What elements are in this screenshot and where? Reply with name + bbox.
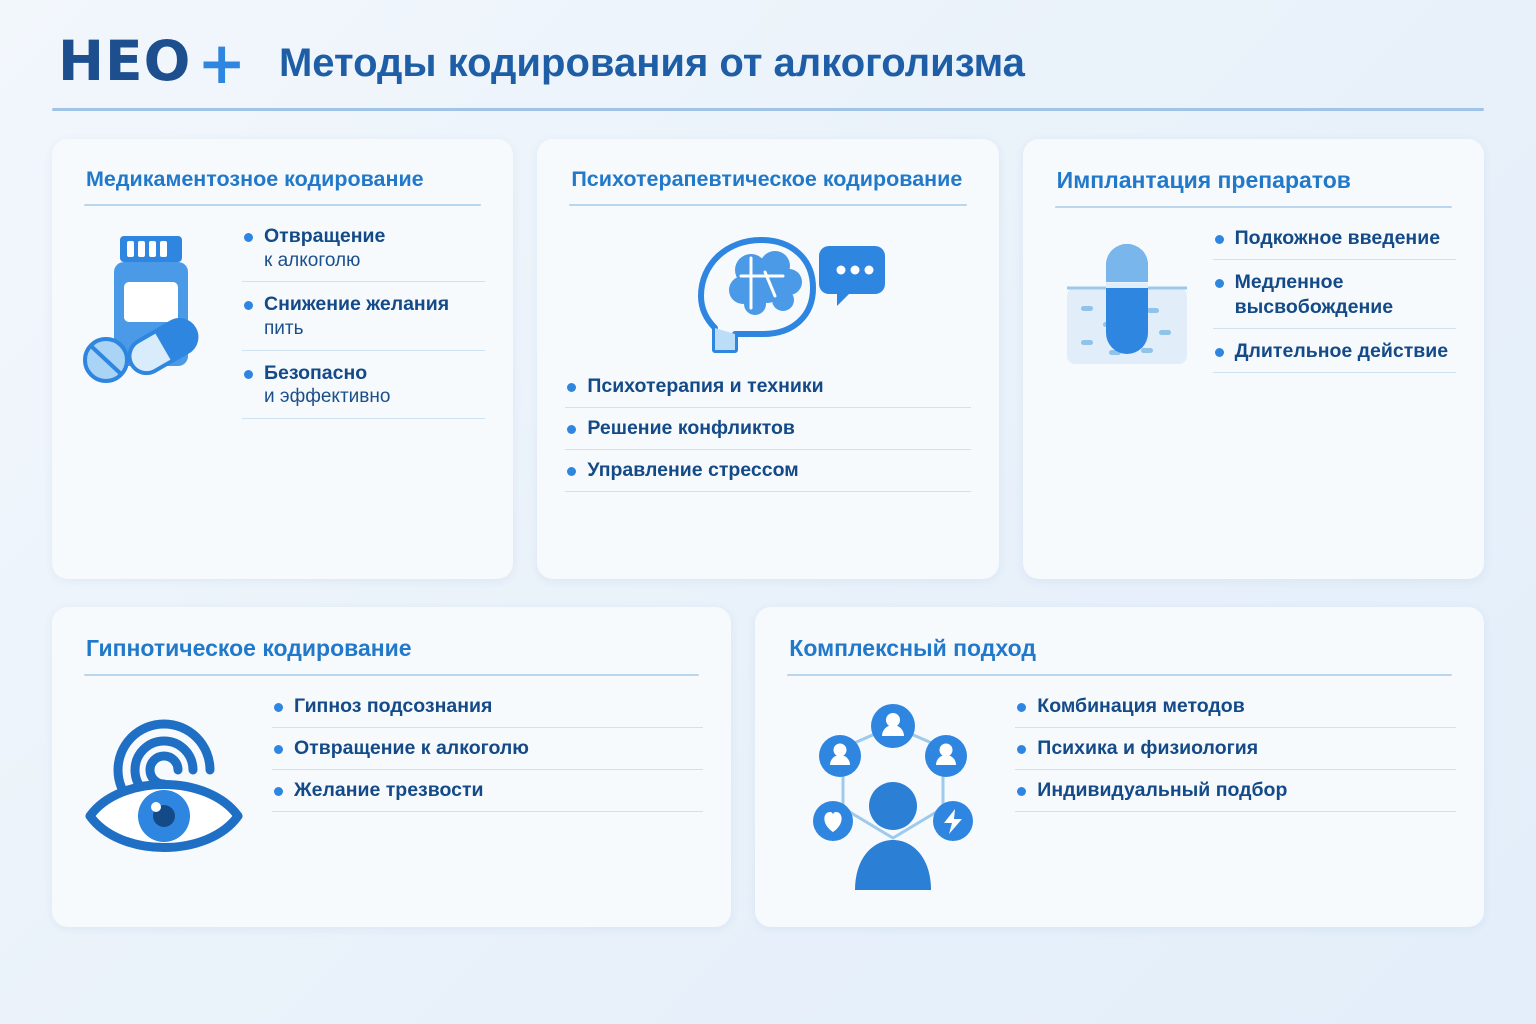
bullet-dot-icon xyxy=(1215,279,1224,288)
bullet-main: Гипноз подсознания xyxy=(294,695,493,717)
card-title-psychotherapy: Психотерапевтическое кодирование xyxy=(571,167,963,191)
list-item xyxy=(565,458,970,492)
capsule-implant-icon xyxy=(1051,226,1201,553)
bullet-main: Снижение желания xyxy=(264,293,450,316)
plus-icon: + xyxy=(197,29,245,97)
list-item xyxy=(565,416,970,450)
list-item xyxy=(1015,778,1456,812)
bullet-dot-icon xyxy=(567,467,576,476)
bullet-dot-icon xyxy=(274,787,283,796)
list-item xyxy=(272,694,703,728)
network-person-icon xyxy=(783,694,1003,901)
bullet-list-implant xyxy=(1213,226,1456,553)
bullet-main: Безопасно xyxy=(264,361,368,384)
list-item xyxy=(565,374,970,408)
list-item xyxy=(1213,270,1456,329)
list-item xyxy=(242,292,485,350)
card-body-complex xyxy=(783,694,1456,901)
bullet-list-medication xyxy=(242,224,485,553)
bullet-dot-icon xyxy=(567,383,576,392)
page-title: Методы кодирования от алкоголизма xyxy=(278,40,1025,85)
bullet-main: Медленное xyxy=(1234,270,1344,293)
bullet-list-complex xyxy=(1015,694,1456,901)
header xyxy=(44,28,1492,97)
logo-text: HEO xyxy=(58,28,192,93)
card-medication xyxy=(52,139,513,579)
bullet-main: Длительное действие xyxy=(1234,339,1449,362)
card-row-top xyxy=(44,139,1492,579)
bullet-dot-icon xyxy=(1215,348,1224,357)
bullet-main: Психотерапия и техники xyxy=(587,375,824,397)
list-item xyxy=(242,224,485,282)
card-title-complex: Комплексный подход xyxy=(789,635,1036,661)
bullet-sub: пить xyxy=(264,318,304,340)
bullet-dot-icon xyxy=(244,370,253,379)
bullet-sub: и эффективно xyxy=(264,386,391,408)
card-body-psychotherapy xyxy=(565,224,970,553)
card-divider xyxy=(1055,206,1452,208)
brain-head-icon xyxy=(565,224,970,364)
card-divider xyxy=(569,204,966,206)
bullet-main: Индивидуальный подбор xyxy=(1037,778,1288,801)
card-divider xyxy=(787,674,1452,676)
card-divider xyxy=(84,674,699,676)
list-item xyxy=(272,778,703,812)
card-complex-approach xyxy=(755,607,1484,927)
list-item xyxy=(1213,226,1456,260)
card-psychotherapy xyxy=(537,139,998,579)
eye-spiral-icon xyxy=(80,694,260,901)
bullet-dot-icon xyxy=(1017,745,1026,754)
list-item xyxy=(1213,339,1456,373)
card-divider xyxy=(84,204,481,206)
list-item xyxy=(1015,694,1456,728)
bullet-main: Решение конфликтов xyxy=(587,416,795,439)
bullet-dot-icon xyxy=(1017,787,1026,796)
card-title-hypnosis: Гипнотическое кодирование xyxy=(86,635,412,661)
bullet-dot-icon xyxy=(274,745,283,754)
bullet-main: Комбинация методов xyxy=(1037,695,1245,717)
bullet-dot-icon xyxy=(1017,703,1026,712)
header-divider xyxy=(52,108,1484,111)
list-item xyxy=(1015,736,1456,770)
bullet-list-hypnosis xyxy=(272,694,703,901)
card-hypnosis xyxy=(52,607,731,927)
bullet-main: Подкожное введение xyxy=(1234,227,1441,249)
pill-bottle-icon xyxy=(80,224,230,553)
bullet-dot-icon xyxy=(244,301,253,310)
card-implant xyxy=(1023,139,1484,579)
brand-logo xyxy=(58,28,245,97)
bullet-main-2: высвобождение xyxy=(1234,295,1394,318)
bullet-dot-icon xyxy=(567,425,576,434)
card-row-bottom xyxy=(44,607,1492,927)
bullet-main: Отвращение xyxy=(264,225,386,247)
bullet-dot-icon xyxy=(244,233,253,242)
bullet-sub: к алкоголю xyxy=(264,249,361,271)
bullet-dot-icon xyxy=(1215,235,1224,244)
bullet-main: Управление стрессом xyxy=(587,458,799,481)
bullet-list-psychotherapy xyxy=(565,374,970,553)
bullet-main: Отвращение к алкоголю xyxy=(294,736,529,759)
card-body-hypnosis xyxy=(80,694,703,901)
card-title-implant: Имплантация препаратов xyxy=(1056,167,1351,193)
card-body-implant xyxy=(1051,226,1456,553)
bullet-main: Психика и физиология xyxy=(1037,736,1259,759)
bullet-dot-icon xyxy=(274,703,283,712)
card-body-medication xyxy=(80,224,485,553)
card-title-medication: Медикаментозное кодирование xyxy=(86,167,424,191)
list-item xyxy=(272,736,703,770)
bullet-main: Желание трезвости xyxy=(294,778,484,801)
list-item xyxy=(242,361,485,419)
